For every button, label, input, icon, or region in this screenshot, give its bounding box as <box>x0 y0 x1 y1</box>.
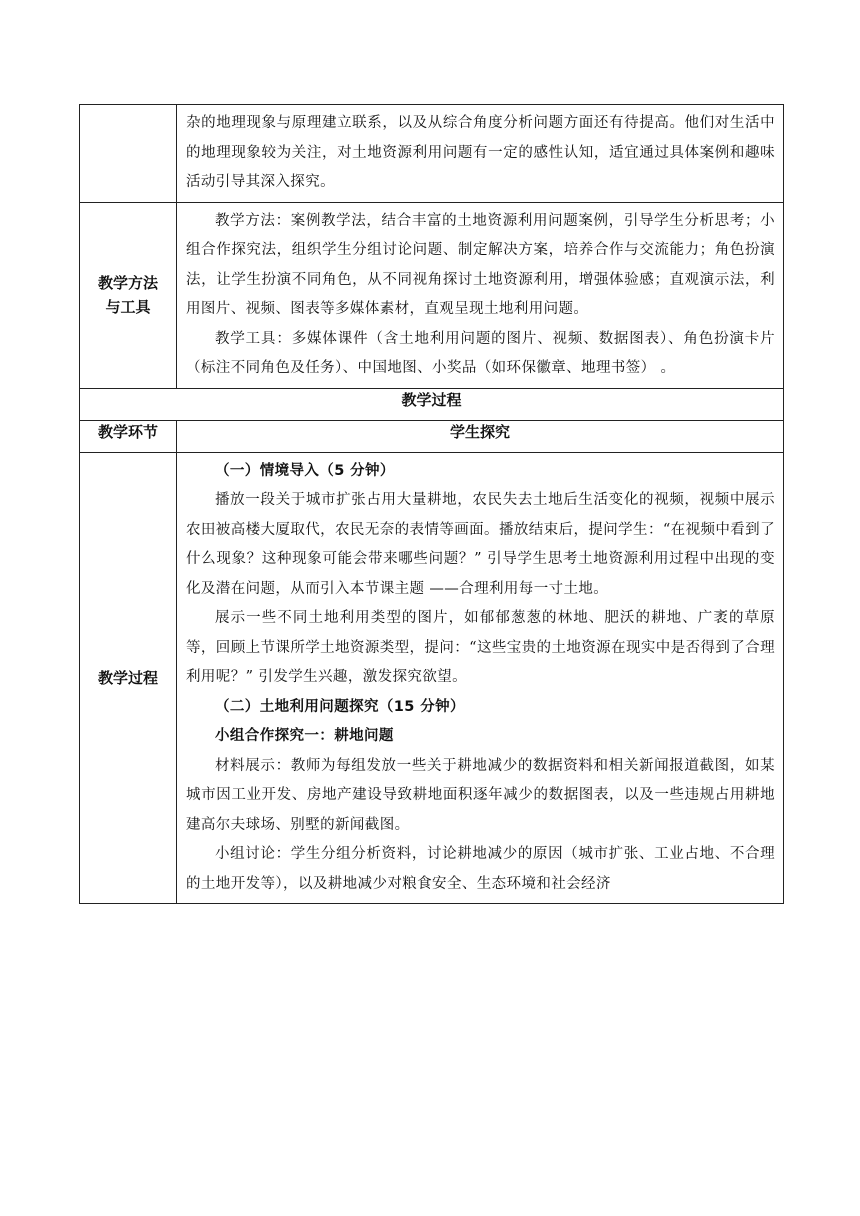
process-row <box>80 452 784 904</box>
methods-label-line1: 教学方法 <box>97 274 158 292</box>
analysis-text: 杂的地理现象与原理建立联系，以及从综合角度分析问题方面还有待提高。他们对生活中的地理现象较为关注，对土地资源利用问题有一定的感性认知，适宜通过具体案例和趣味活动引导其深入探究。 <box>186 115 775 190</box>
methods-row <box>80 202 784 388</box>
intro-paragraph-1: 播放一段关于城市扩张占用大量耕地，农民失去土地后生活变化的视频，视频中展示农田被高楼大厦取代，农民无奈的表情等画面。播放结束后，提问学生：“在视频中看到了什么现象？这种现象可能会带来哪些问题？” 引导学生思考土地资源利用过程中出现的变化及潜在问题，从而引入本节课主题 ——合理利用每一寸土地。 <box>186 492 775 597</box>
methods-label-cell <box>80 202 177 388</box>
column-header-row <box>80 420 784 452</box>
process-content-cell <box>177 452 784 904</box>
discussion-paragraph: 小组讨论：学生分组分析资料，讨论耕地减少的原因（城市扩张、工业占地、不合理的土地开发等），以及耕地减少对粮食安全、生态环境和社会经济 <box>186 846 775 892</box>
analysis-continued-row <box>80 105 784 203</box>
process-title-row <box>80 388 784 420</box>
lesson-plan-table <box>79 104 784 904</box>
intro-paragraph-2: 展示一些不同土地利用类型的图片，如郁郁葱葱的林地、肥沃的耕地、广袤的草原等，回顾上节课所学土地资源类型，提问：“这些宝贵的土地资源在现实中是否得到了合理利用呢？” 引发学生兴趣，激发探究欲望。 <box>186 610 775 685</box>
header-student-inquiry: 学生探究 <box>177 420 784 452</box>
section-heading-intro: （一）情境导入（5 分钟） <box>215 462 395 479</box>
subheading-farmland: 小组合作探究一：耕地问题 <box>215 728 394 744</box>
section-heading-inquiry: （二）土地利用问题探究（15 分钟） <box>215 698 465 715</box>
analysis-content-cell <box>177 105 784 203</box>
header-teaching-stage: 教学环节 <box>80 420 177 452</box>
analysis-label-cell <box>80 105 177 203</box>
methods-paragraph: 教学方法：案例教学法，结合丰富的土地资源利用问题案例，引导学生分析思考；小组合作探究法，组织学生分组讨论问题、制定解决方案，培养合作与交流能力；角色扮演法，让学生扮演不同角色，从不同视角探讨土地资源利用，增强体验感；直观演示法，利用图片、视频、图表等多媒体素材，直观呈现土地利用问题。 <box>186 212 775 317</box>
methods-label-line2: 与工具 <box>105 298 151 316</box>
methods-content-cell <box>177 202 784 388</box>
tools-paragraph: 教学工具：多媒体课件（含土地利用问题的图片、视频、数据图表）、角色扮演卡片（标注不同角色及任务）、中国地图、小奖品（如环保徽章、地理书签） 。 <box>186 330 775 376</box>
process-section-title: 教学过程 <box>80 388 784 420</box>
process-label-cell: 教学过程 <box>80 452 177 904</box>
material-paragraph: 材料展示：教师为每组发放一些关于耕地减少的数据资料和相关新闻报道截图，如某城市因工业开发、房地产建设导致耕地面积逐年减少的数据图表，以及一些违规占用耕地建高尔夫球场、别墅的新闻截图。 <box>186 757 775 833</box>
